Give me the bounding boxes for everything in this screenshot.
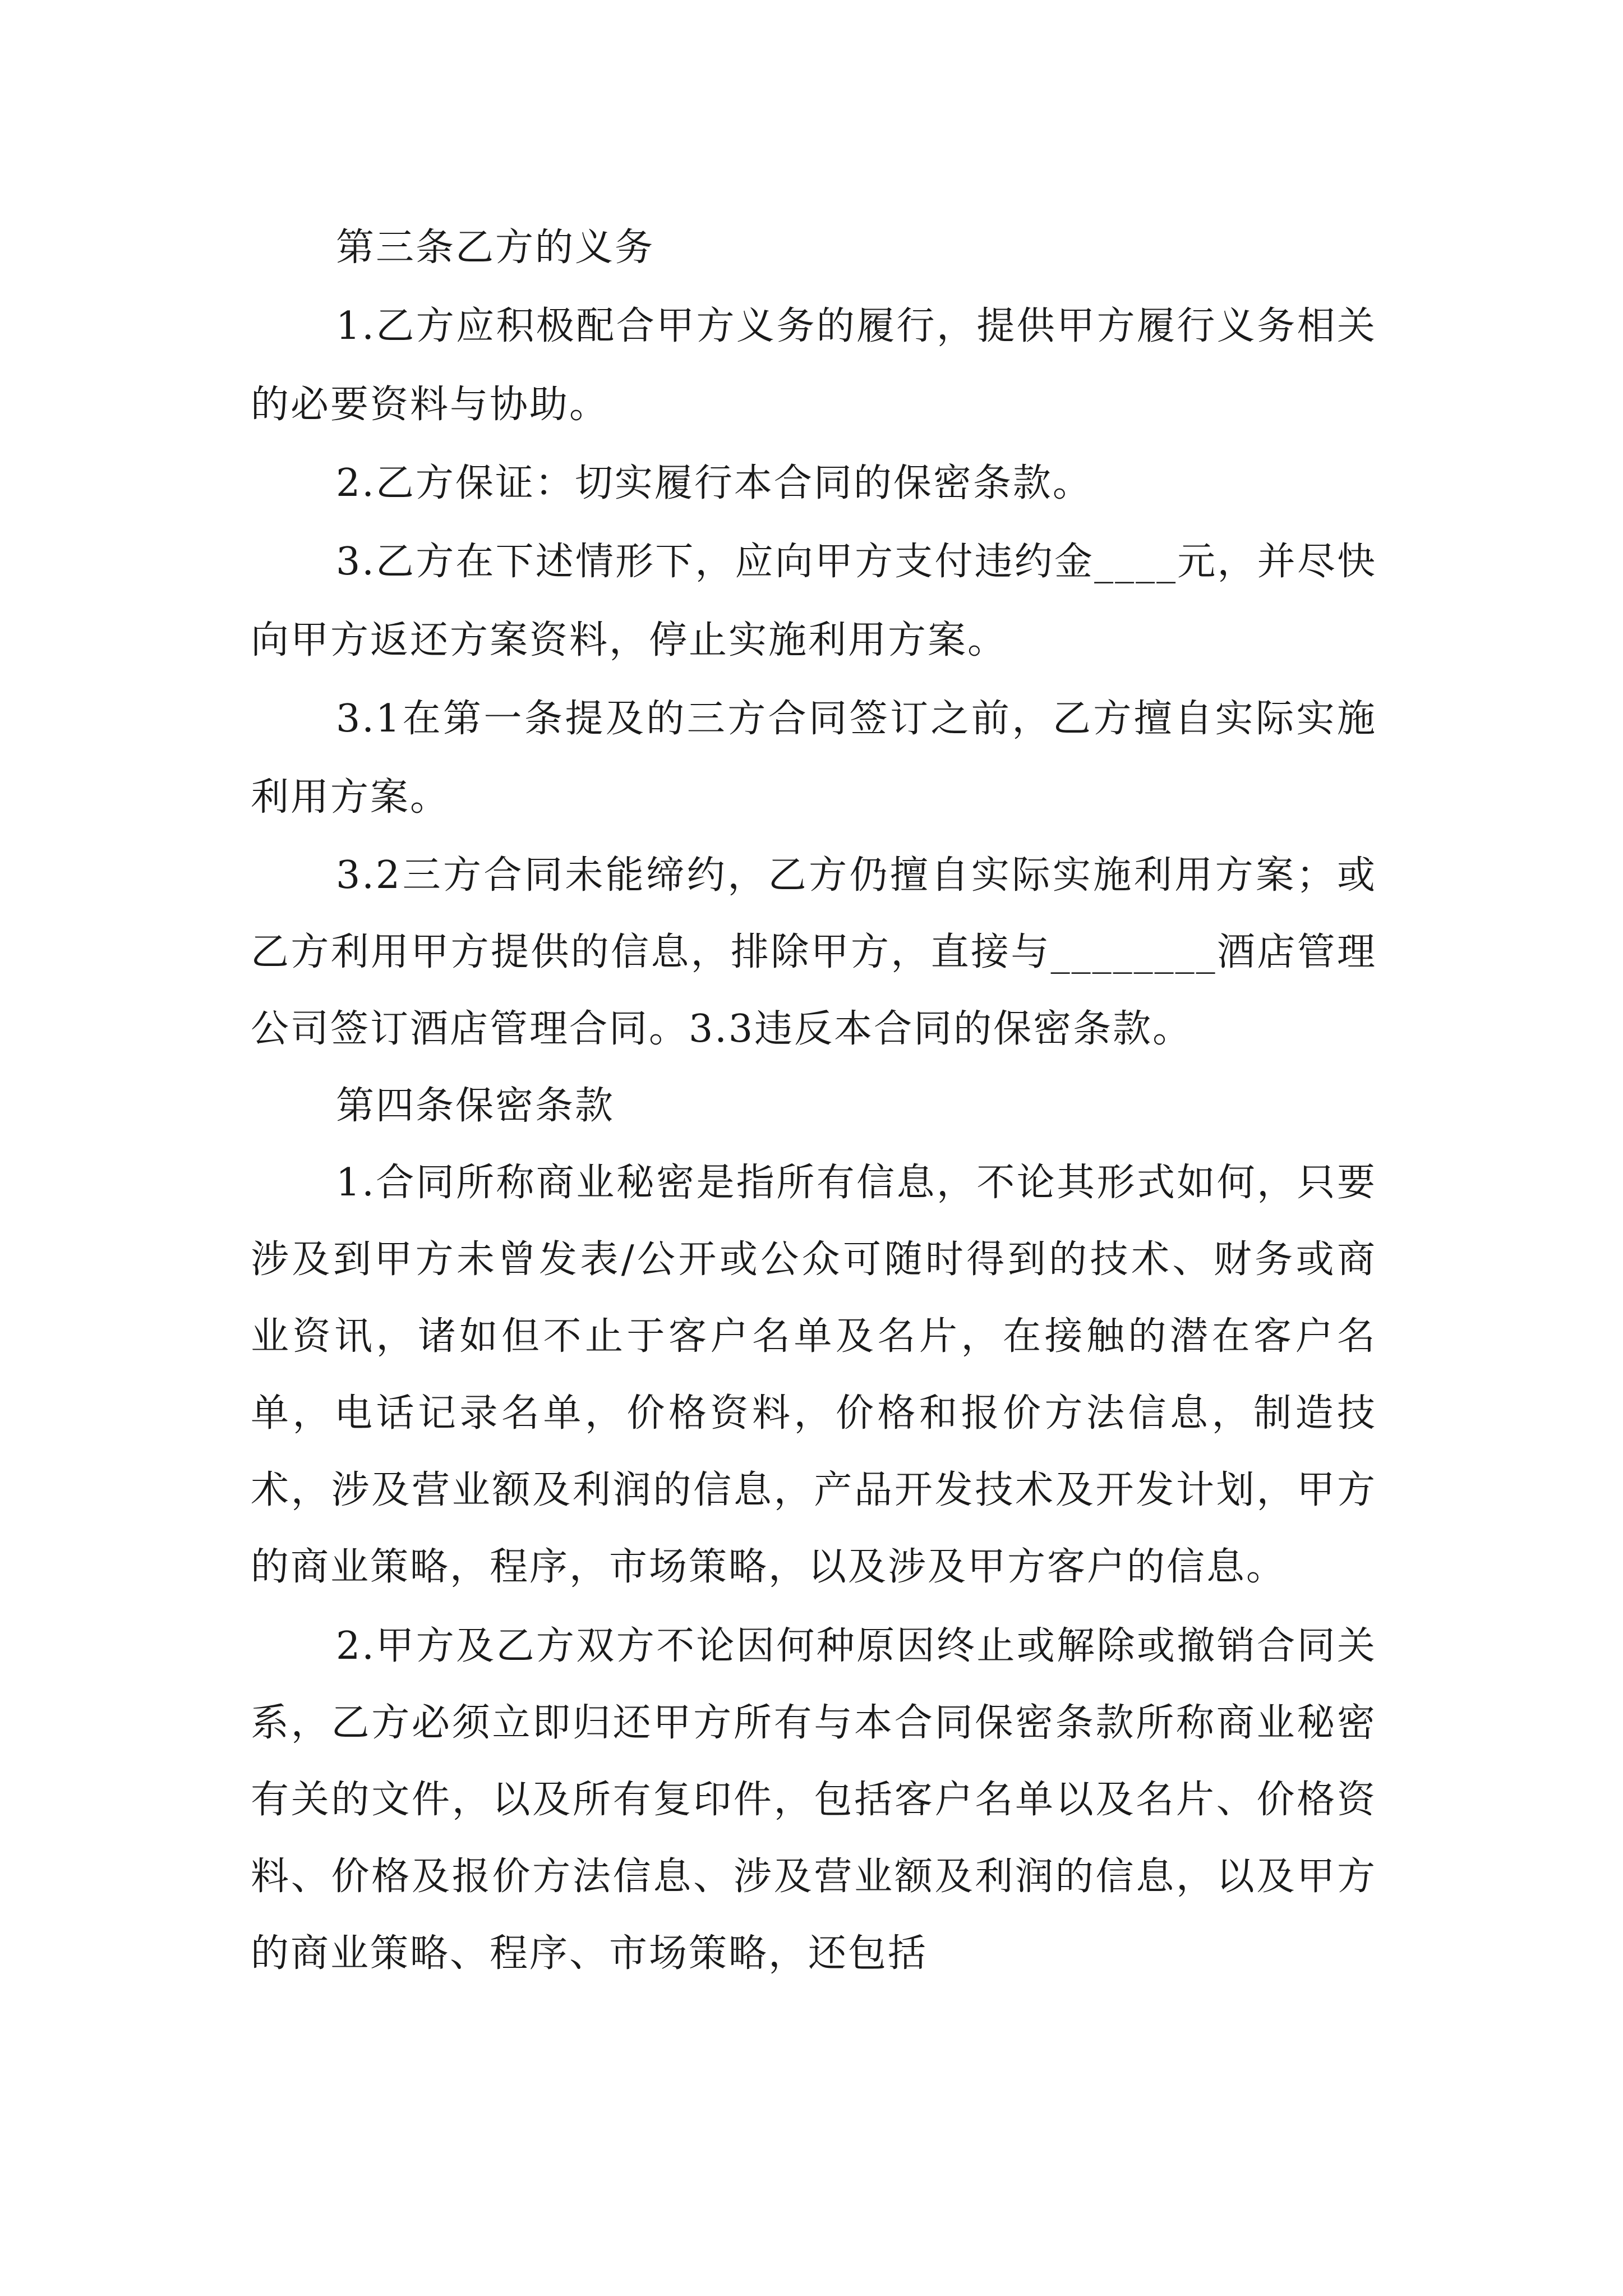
article-3-heading: 第三条乙方的义务 xyxy=(336,226,655,270)
article-3-clause-3-2: 3.2三方合同未能缔约，乙方仍擅自实际实施利用方案；或乙方利用甲方提供的信息，排除甲方，直接与________酒店管理公司签订酒店管理合同。3.3违反本合同的保密条款。 xyxy=(251,853,1377,1051)
article-3-clause-3: 3.乙方在下述情形下，应向甲方支付违约金____元，并尽快向甲方返还方案资料，停止实施利用方案。 xyxy=(251,540,1377,662)
article-3-clause-1: 1.乙方应积极配合甲方义务的履行，提供甲方履行义务相关的必要资料与协助。 xyxy=(251,304,1377,427)
article-4-heading: 第四条保密条款 xyxy=(336,1084,615,1128)
article-4-clause-2: 2.甲方及乙方双方不论因何种原因终止或解除或撤销合同关系，乙方必须立即归还甲方所有与本合同保密条款所称商业秘密有关的文件，以及所有复印件，包括客户名单以及名片、价格资料、价格及报价方法信息、涉及营业额及利润的信息，以及甲方的商业策略、程序、市场策略，还包括 xyxy=(251,1624,1377,1976)
article-3-clause-3-1: 3.1在第一条提及的三方合同签订之前，乙方擅自实际实施利用方案。 xyxy=(251,697,1377,820)
article-4-clause-1: 1.合同所称商业秘密是指所有信息，不论其形式如何，只要涉及到甲方未曾发表/公开或公众可随时得到的技术、财务或商业资讯，诸如但不止于客户名单及名片，在接触的潜在客户名单，电话记录名单，价格资料，价格和报价方法信息，制造技术，涉及营业额及利润的信息，产品开发技术及开发计划，甲方的商业策略，程序，市场策略，以及涉及甲方客户的信息。 xyxy=(251,1161,1377,1589)
document-body xyxy=(251,209,1377,1992)
article-3-clause-2: 2.乙方保证：切实履行本合同的保密条款。 xyxy=(336,461,1092,505)
